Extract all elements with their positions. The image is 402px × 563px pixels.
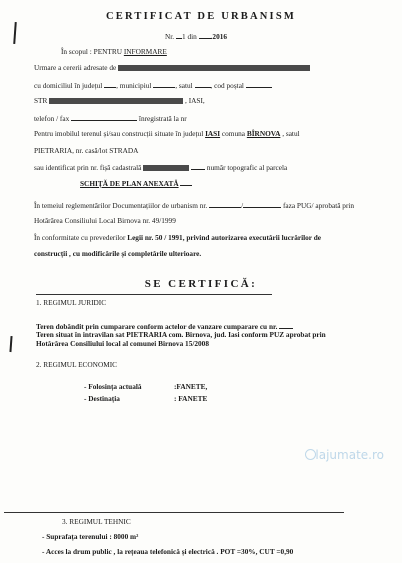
destinatia-value: : FANETE <box>174 394 208 403</box>
street-line: STR , IASI, <box>34 96 205 105</box>
handwritten-stroke-mark <box>13 22 16 44</box>
handwritten-stroke-mark <box>9 336 12 352</box>
folosinta-value: :FANETE, <box>174 382 208 391</box>
request-line: Urmare a cererii adresate de <box>34 63 310 72</box>
law-reference: Legii nr. 50 / 1991 <box>127 233 183 242</box>
watermark: lajumate.ro <box>315 448 384 462</box>
redacted-street <box>49 98 183 104</box>
bottom-divider <box>4 512 344 513</box>
scope-label: În scopul : PENTRU <box>61 47 123 56</box>
property-village: PIETRARIA, <box>34 146 74 155</box>
legal-basis-line-1: În temeiul reglementărilor Documentațiilor de urbanism nr. / faza PUG/ aprobată prin <box>34 201 355 210</box>
juridic-line-1: Teren dobândit prin cumparare conform actelor de vanzare cumparare cu nr. <box>36 321 293 331</box>
property-comuna: BÎRNOVA <box>246 129 281 138</box>
redacted-name <box>118 65 310 71</box>
folosinta-line <box>84 382 142 391</box>
suprafata-value: 8000 m² <box>113 532 139 541</box>
nr-label: Nr. <box>165 32 175 41</box>
suprafata-line <box>42 532 138 541</box>
nr-value: 1 <box>181 32 186 41</box>
cadastral-line: sau identificat prin nr. fișă cadastrală număr topografic al parcela <box>34 163 288 172</box>
property-judet: IASI <box>205 129 221 138</box>
legal-basis-line-2: Hotărârea Consiliului Local Birnova nr. 49/1999 <box>34 216 176 225</box>
destinatia-line <box>84 394 120 403</box>
law-reference-line-2: construcții , cu modificările și completările ulterioare. <box>34 249 202 258</box>
plan-sketch-line <box>80 178 192 188</box>
juridic-line-2: Teren situat în intravilan sat PIETRARIA com. Birnova, jud. Iasi conform PUZ aprobat prin <box>36 330 326 339</box>
acces-line: - Acces la drum public , la rețeaua telefonică și electrică . POT =30%, CUT =0,90 <box>42 547 294 556</box>
phone-line: telefon / fax înregistrată la nr <box>34 114 187 123</box>
scope-line <box>61 47 167 56</box>
law-reference-line: În conformitate cu prevederilor Legii nr. 50 / 1991, privind autorizarea executării lucrărilor de <box>34 233 322 242</box>
section-tehnic-heading: 3. REGIMUL TEHNIC <box>62 517 131 526</box>
certify-heading: SE CERTIFICĂ: <box>144 278 258 290</box>
scope-value: INFORMARE <box>123 47 167 56</box>
juridic-line-3: Hotărârea Consiliului local al comunei Birnova 15/2008 <box>36 339 209 348</box>
certificate-number-line <box>165 31 227 41</box>
plan-sketch-label: SCHIȚĂ DE PLAN ANEXATĂ <box>80 179 179 188</box>
property-line: Pentru imobilul terenul și/sau construcții situate în județul IASI comuna BÎRNOVA , satul <box>34 129 300 138</box>
destinatia-label: - Destinația <box>84 394 120 403</box>
domicile-line: cu domiciliul în județul , municipiul , satul , cod poștal <box>34 80 272 90</box>
folosinta-label: - Folosința actuală <box>84 382 142 391</box>
section-juridic-heading: 1. REGIMUL JURIDIC <box>36 298 107 307</box>
certify-divider <box>36 294 272 295</box>
section-economic-heading: 2. REGIMUL ECONOMIC <box>36 360 118 369</box>
suprafata-label: - Suprafața terenului : <box>42 532 112 541</box>
village-line: PIETRARIA, nr. casă/lot STRADA <box>34 146 139 155</box>
din-label: din <box>187 32 197 41</box>
certificate-date: .2016 <box>210 32 228 41</box>
document-title: CERTIFICAT DE URBANISM <box>106 11 296 22</box>
redacted-cadastral-number <box>143 165 189 171</box>
watermark-icon <box>305 449 316 460</box>
